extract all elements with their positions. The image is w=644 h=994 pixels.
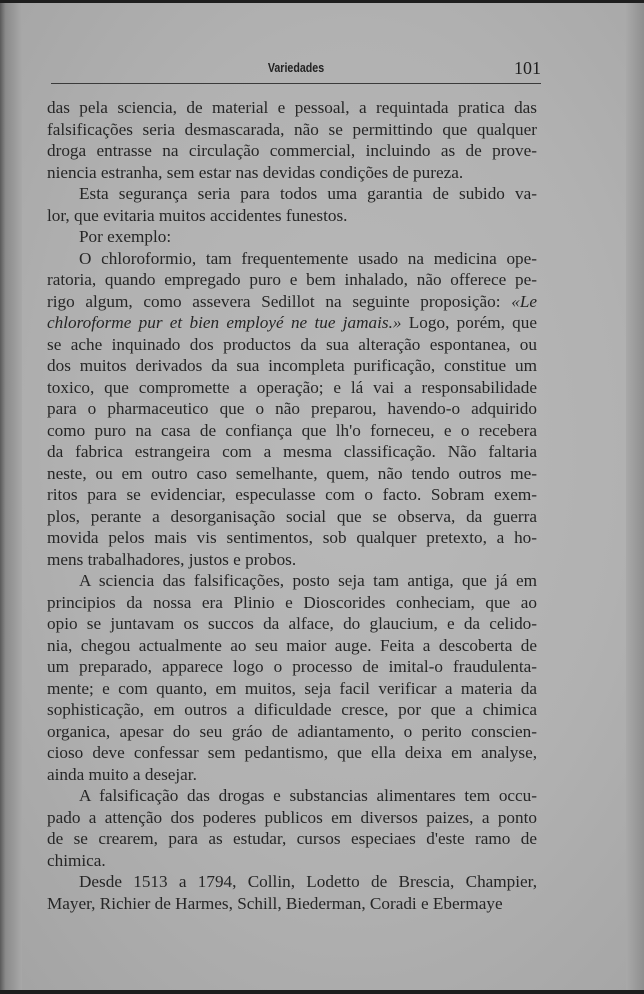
text-line: um preparado, apparece logo o processo de imital-o fraudulenta-: [47, 657, 537, 676]
header-rule: [51, 83, 541, 84]
text-line: como puro na casa de confiança que lh'o forneceu, e o recebera: [47, 420, 537, 440]
text-line: para o pharmaceutico que o não preparou, havendo-o adquirido: [47, 399, 537, 418]
text-line: Mayer, Richier de Harmes, Schill, Biederman, Coradi e Ebermaye: [47, 893, 503, 913]
text-line: da fabrica estrangeira com a mesma classificação. Não faltaria: [47, 442, 537, 461]
text-line: de se crearem, para as estudar, cursos especiaes d'este ramo de: [47, 829, 537, 848]
body-text: [47, 97, 537, 914]
text-run: Logo, porém, que: [401, 313, 537, 332]
text-run: rigo algum, como assevera Sedillot na seguinte proposição:: [47, 291, 512, 311]
text-line: O chloroformio, tam frequentemente usado na medicina ope-: [79, 248, 537, 268]
italic-quote: chloroforme pur et bien employé ne tue jamais.»: [47, 313, 402, 332]
text-line: ainda muito a desejar.: [47, 764, 197, 784]
running-head: Variedades: [267, 60, 325, 75]
text-line: chimica.: [47, 850, 106, 870]
text-line: movida pelos mais vis sentimentos, sob qualquer pretexto, a ho-: [47, 528, 537, 547]
text-line: droga entrasse na circulação commercial, incluindo as de prove-: [47, 141, 537, 160]
text-line: Desde 1513 a 1794, Collin, Lodetto de Brescia, Champier,: [79, 872, 537, 891]
text-line: A falsificação das drogas e substancias alimentares tem occu-: [79, 786, 537, 805]
text-line: opio se juntavam os succos da alface, do glaucium, e da celido-: [47, 614, 537, 633]
text-line: principios da nossa era Plinio e Dioscorides conheciam, que ao: [47, 592, 537, 612]
text-line-mixed: [47, 291, 537, 313]
text-line: das pela sciencia, de material e pessoal, a requintada pratica das: [47, 98, 537, 117]
text-line: ritos para se evidenciar, especulasse com o facto. Sobram exem-: [47, 485, 537, 504]
text-line: niencia estranha, sem estar nas devidas condições de pureza.: [47, 162, 464, 182]
text-line: neste, ou em outro caso semelhante, quem, não tendo outros me-: [47, 463, 537, 483]
text-line: mente; e com quanto, em muitos, seja facil verificar a materia da: [47, 678, 537, 698]
text-line: pado a attenção dos poderes publicos em diversos paizes, a ponto: [47, 807, 537, 827]
text-line: nia, chegou actualmente ao seu maior auge. Feita a descoberta de: [47, 635, 537, 655]
text-line: plos, perante a desorganisação social que se observa, da guerra: [47, 506, 537, 526]
text-line: Esta segurança seria para todos uma garantia de subido va-: [79, 184, 537, 203]
text-line: A sciencia das falsificações, posto seja tam antiga, que já em: [79, 571, 537, 590]
page-number: 101: [514, 58, 541, 78]
text-line: toxico, que compromette a operação; e lá vai a responsabilidade: [47, 377, 537, 397]
text-line-mixed: [47, 312, 537, 334]
text-line: organica, apesar do seu gráo de adiantamento, o perito conscien-: [47, 721, 537, 741]
scanned-page: [0, 3, 644, 990]
italic-quote: «Le: [511, 291, 537, 311]
text-line: cioso deve confessar sem pedantismo, que ella deixa em analyse,: [47, 743, 537, 762]
text-line: ratoria, quando empregado puro e bem inhalado, não offerece pe-: [47, 270, 537, 289]
text-line: mens trabalhadores, justos e probos.: [47, 549, 297, 569]
text-line: lor, que evitaria muitos accidentes funestos.: [47, 205, 348, 225]
text-line: se ache inquinado dos productos da sua alteração espontanea, ou: [47, 334, 537, 354]
page-header: [51, 58, 541, 84]
text-line: dos muitos derivados da sua incompleta purificação, constitue um: [47, 356, 537, 375]
text-line: falsificações seria desmascarada, não se permittindo que qualquer: [47, 119, 537, 139]
text-line: sophisticação, em outros a dificuldade cresce, por que a chimica: [47, 700, 537, 719]
text-line: Por exemplo:: [79, 227, 172, 246]
